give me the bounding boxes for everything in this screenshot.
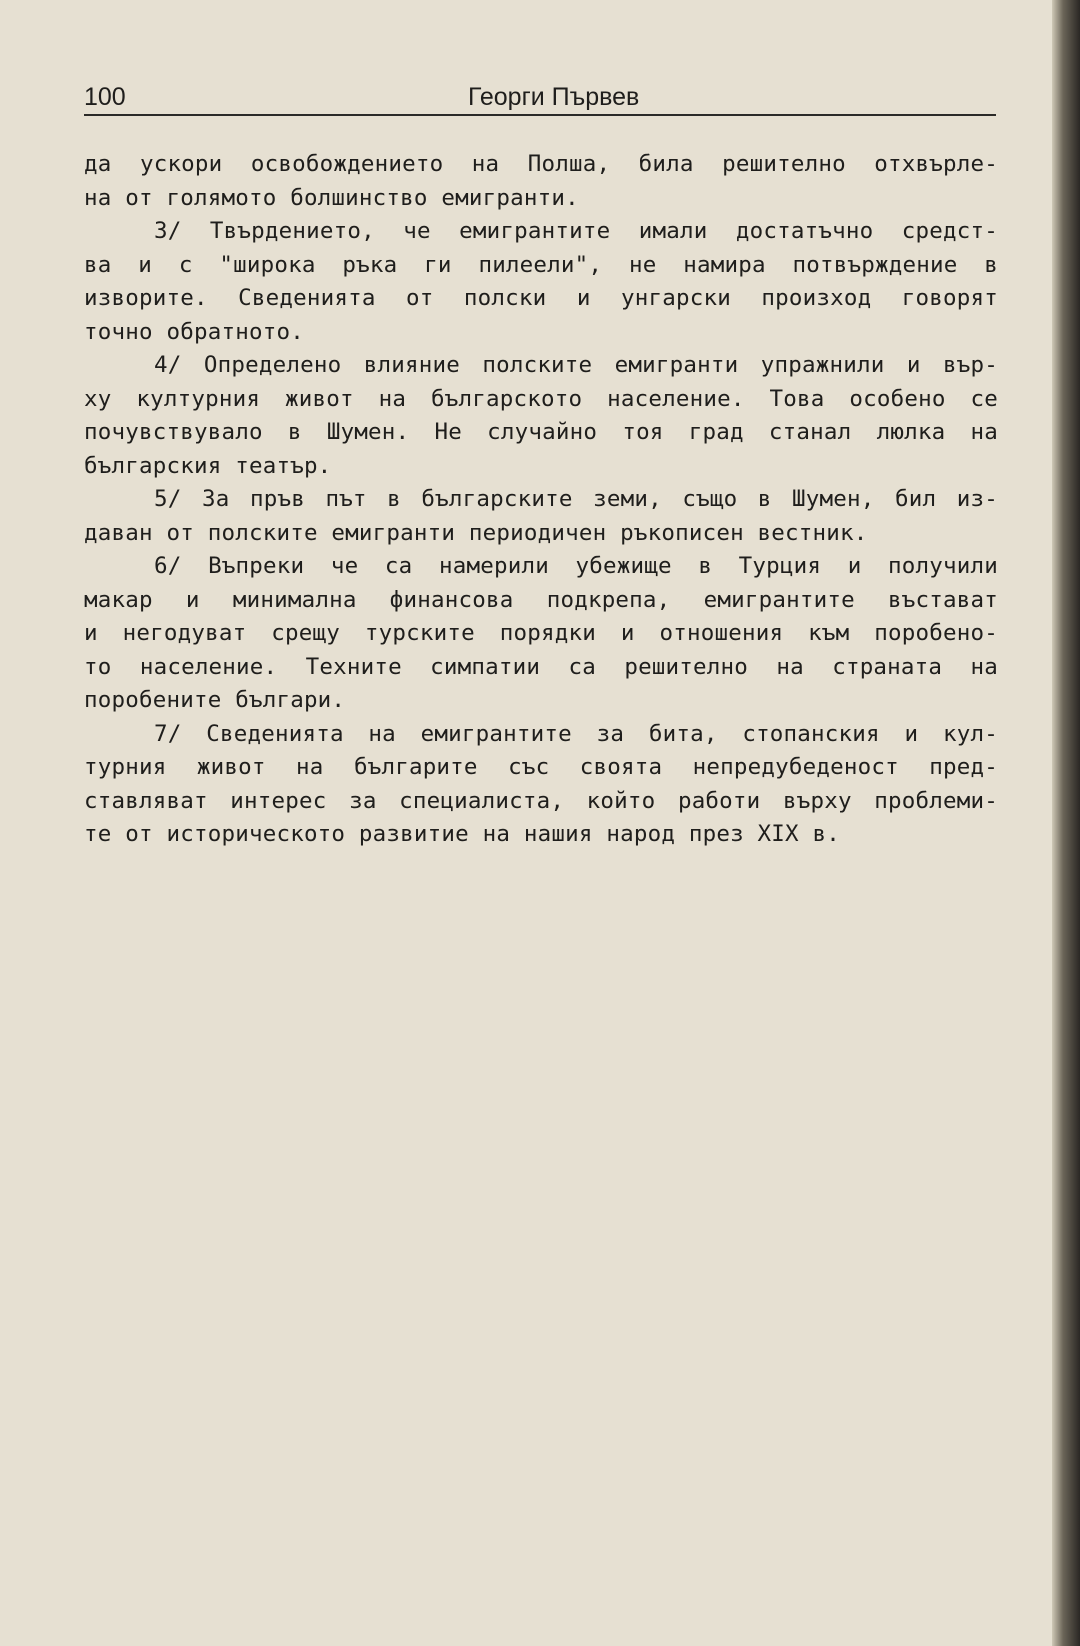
- text-line: то население. Техните симпатии са решително на страната на: [84, 653, 998, 680]
- text-line: българския театър.: [84, 452, 332, 479]
- text-line: 4/ Определено влияние полските емигранти упражнили и вър-: [154, 352, 998, 378]
- text-line: 3/ Твърдението, че емигрантите имали достатъчно средст-: [154, 218, 998, 244]
- text-line: на от голямото болшинство емигранти.: [84, 184, 579, 211]
- text-line: да ускори освобождението на Полша, била решително отхвърле-: [84, 151, 998, 177]
- text-line: ва и с "широка ръка ги пилеели", не намира потвърждение в: [84, 251, 998, 278]
- text-line: 7/ Сведенията на емигрантите за бита, стопанския и кул-: [154, 720, 998, 747]
- page-header: [84, 84, 996, 116]
- text-line: почувствувало в Шумен. Не случайно тоя град станал люлка на: [84, 419, 998, 445]
- text-line: ставляват интерес за специалиста, който работи върху проблеми-: [84, 787, 998, 814]
- text-line: макар и минимална финансова подкрепа, емигрантите въстават: [84, 586, 998, 613]
- text-line: 6/ Въпреки че са намерили убежище в Турция и получили: [154, 553, 998, 579]
- body-text: [84, 148, 998, 852]
- text-line: турния живот на българите със своята непредубеденост пред-: [84, 754, 998, 780]
- text-line: изворите. Сведенията от полски и унгарски произход говорят: [84, 285, 998, 311]
- text-line: даван от полските емигранти периодичен ръкописен вестник.: [84, 519, 868, 546]
- running-head: Георги Първев: [468, 83, 640, 111]
- text-line: те от историческото развитие на нашия народ през XIX в.: [84, 821, 841, 847]
- text-line: точно обратното.: [84, 318, 304, 345]
- text-line: и негодуват срещу турските порядки и отношения към поробено-: [84, 620, 998, 646]
- text-line: ху културния живот на българското население. Това особено се: [84, 385, 998, 412]
- page-number: 100: [84, 83, 126, 111]
- page-spine-edge: [1052, 0, 1080, 1646]
- text-line: поробените българи.: [84, 687, 346, 713]
- text-line: 5/ За пръв път в българските земи, също в Шумен, бил из-: [154, 486, 998, 512]
